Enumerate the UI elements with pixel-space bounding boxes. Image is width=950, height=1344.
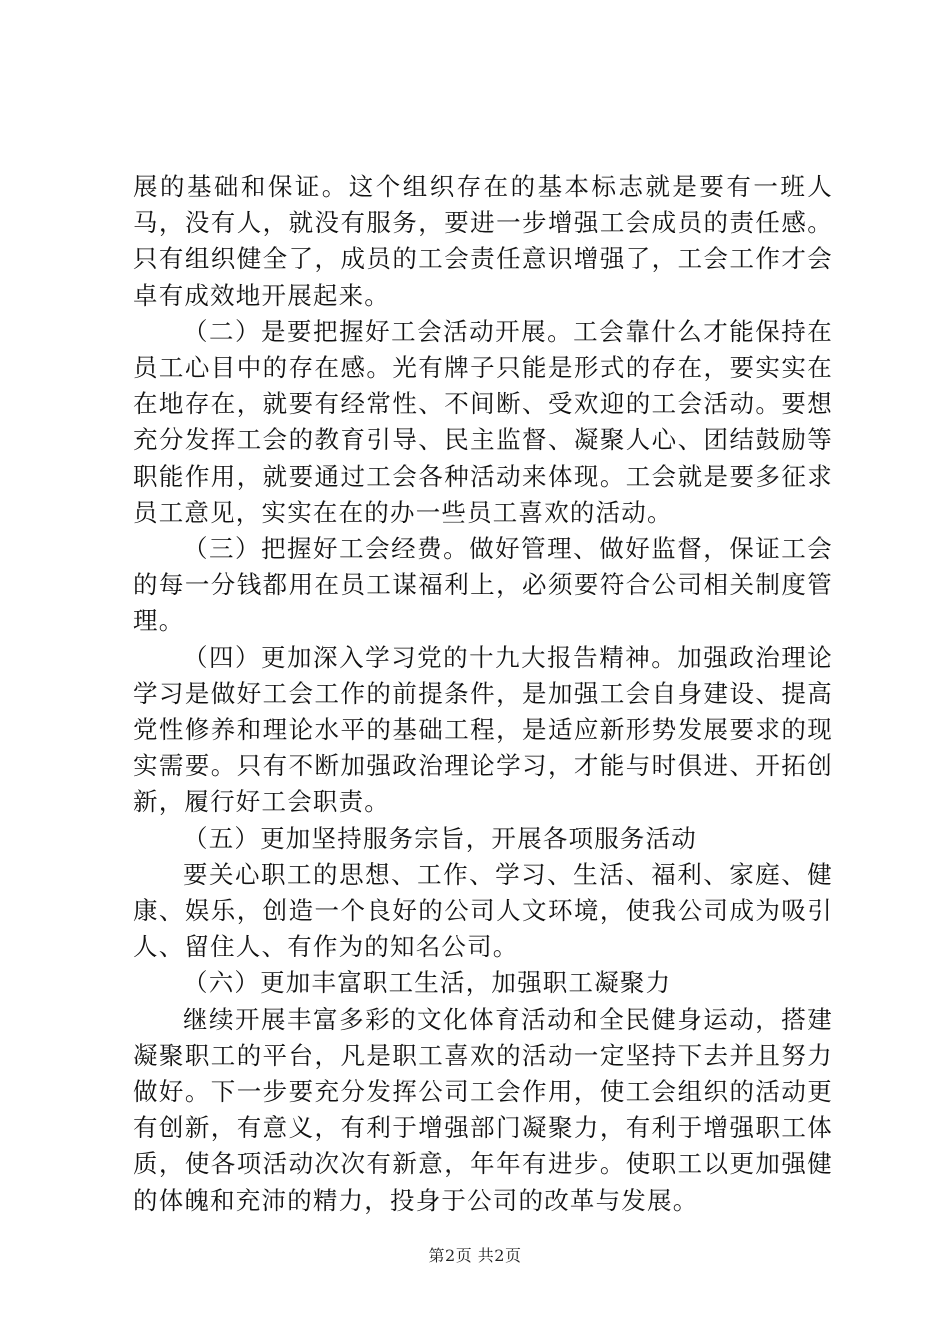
paragraph-section-4: （四）更加深入学习党的十九大报告精神。加强政治理论学习是做好工会工作的前提条件，是加强工会自身建设、提高党性修养和理论水平的基础工程，是适应新形势发展要求的现实需要。只有不断加强政治理论学习，才能与时俱进、开拓创新，履行好工会职责。 xyxy=(133,642,833,817)
paragraph-continuation: 展的基础和保证。这个组织存在的基本标志就是要有一班人马，没有人，就没有服务，要进一步增强工会成员的责任感。只有组织健全了，成员的工会责任意识增强了，工会工作才会卓有成效地开展起来。 xyxy=(133,172,833,310)
paragraph-section-6-body: 继续开展丰富多彩的文化体育活动和全民健身运动，搭建凝聚职工的平台，凡是职工喜欢的活动一定坚持下去并且努力做好。下一步要充分发挥公司工会作用，使工会组织的活动更有创新，有意义，有利于增强部门凝聚力，有利于增强职工体质，使各项活动次次有新意，年年有进步。使职工以更加强健的体魄和充沛的精力，投身于公司的改革与发展。 xyxy=(133,1004,833,1215)
heading-section-5: （五）更加坚持服务宗旨，开展各项服务活动 xyxy=(183,823,697,853)
document-body xyxy=(133,169,833,1219)
page-number-label: 第2页 共2页 xyxy=(428,1246,522,1265)
page-footer xyxy=(0,1243,950,1266)
paragraph-section-2: （二）是要把握好工会活动开展。工会靠什么才能保持在员工心目中的存在感。光有牌子只能是形式的存在，要实实在在地存在，就要有经常性、不间断、受欢迎的工会活动。要想充分发挥工会的教育引导、民主监督、凝聚人心、团结鼓励等职能作用，就要通过工会各种活动来体现。工会就是要多征求员工意见，实实在在的办一些员工喜欢的活动。 xyxy=(133,316,833,527)
paragraph-section-5-body: 要关心职工的思想、工作、学习、生活、福利、家庭、健康、娱乐，创造一个良好的公司人文环境，使我公司成为吸引人、留住人、有作为的知名公司。 xyxy=(133,859,833,962)
paragraph-section-3: （三）把握好工会经费。做好管理、做好监督，保证工会的每一分钱都用在员工谋福利上，必须要符合公司相关制度管理。 xyxy=(133,534,833,636)
heading-section-6: （六）更加丰富职工生活，加强职工凝聚力 xyxy=(183,968,672,998)
